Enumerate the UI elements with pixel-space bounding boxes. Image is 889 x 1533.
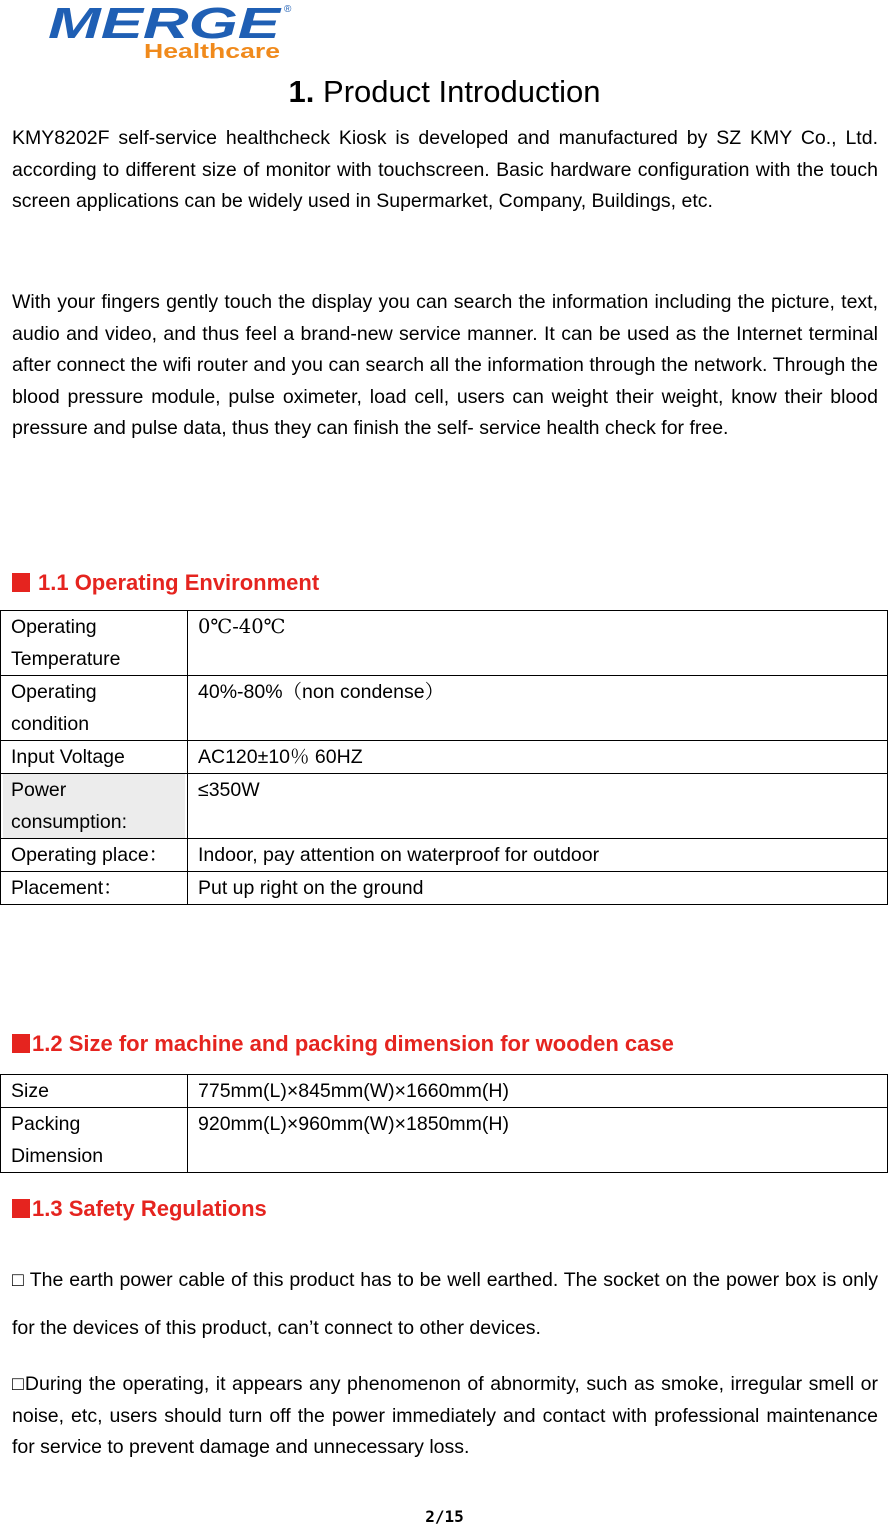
red-square-bullet-icon [12,1034,30,1053]
row-value: AC120±10％ 60HZ [188,741,888,774]
page-number: 2/15 [425,1507,464,1526]
section-heading-size: 1.2 Size for machine and packing dimension for wooden case [12,1029,674,1059]
row-label: Operating place： [1,839,188,872]
table-row [1,774,888,839]
row-label: Operating condition [1,676,188,741]
page-title [0,72,889,112]
title-text: Product Introduction [323,74,601,109]
intro-paragraph-2: With your fingers gently touch the display you can search the information including the picture, text, audio and video, and thus feel a brand-new service manner. It can be used as the Internet terminal after connect the wifi router and you can search all the information through the network. Through the blood pressure module, pulse oximeter, load cell, users can weight their weight, know their blood pressure and pulse data, thus they can finish the self- service health check for free. [12,291,878,439]
safety-paragraph-1: □ The earth power cable of this product has to be well earthed. The socket on the power box is only for the devices of this product, can’t connect to other devices. [12,1269,878,1339]
size-table [0,1074,888,1173]
row-label: Placement： [1,872,188,905]
table-row [1,872,888,905]
table-row [1,1075,888,1108]
table-row [1,839,888,872]
environment-table [0,610,888,905]
row-label: Packing Dimension [1,1108,188,1173]
row-label: Input Voltage [1,741,188,774]
row-label: Operating Temperature [1,611,188,676]
table-row [1,741,888,774]
title-number: 1. [288,74,315,109]
table-row [1,1108,888,1173]
logo-secondary-text: Healthcare [144,41,280,60]
row-label: Size [1,1075,188,1108]
section-heading-environment: 1.1 Operating Environment [12,568,319,598]
row-value: 40%-80%（non condense） [188,676,888,741]
merge-healthcare-logo [48,2,293,60]
table-row [1,611,888,676]
row-value: Indoor, pay attention on waterproof for outdoor [188,839,888,872]
row-value: 775mm(L)×845mm(W)×1660mm(H) [188,1075,888,1108]
logo-registered-mark: ® [284,4,292,15]
row-value: Put up right on the ground [188,872,888,905]
row-value: ≤350W [188,774,888,839]
logo-primary-text: MERGE [48,2,283,48]
section-heading-safety: 1.3 Safety Regulations [12,1194,267,1224]
row-value: 920mm(L)×960mm(W)×1850mm(H) [188,1108,888,1173]
row-label: Power consumption: [1,774,188,839]
red-square-bullet-icon [12,1199,30,1218]
intro-paragraph-1: KMY8202F self-service healthcheck Kiosk is developed and manufactured by SZ KMY Co., Ltd. according to different size of monitor with touchscreen. Basic hardware configuration with the touch screen applications can be widely used in Supermarket, Company, Buildings, etc. [12,127,878,212]
red-square-bullet-icon [12,573,30,592]
safety-paragraph-2: □During the operating, it appears any phenomenon of abnormity, such as smoke, irregular smell or noise, etc, users should turn off the power immediately and contact with professional maintenance for service to prevent damage and unnecessary loss. [12,1373,878,1458]
table-row [1,676,888,741]
row-value: 0℃-40℃ [188,611,888,676]
